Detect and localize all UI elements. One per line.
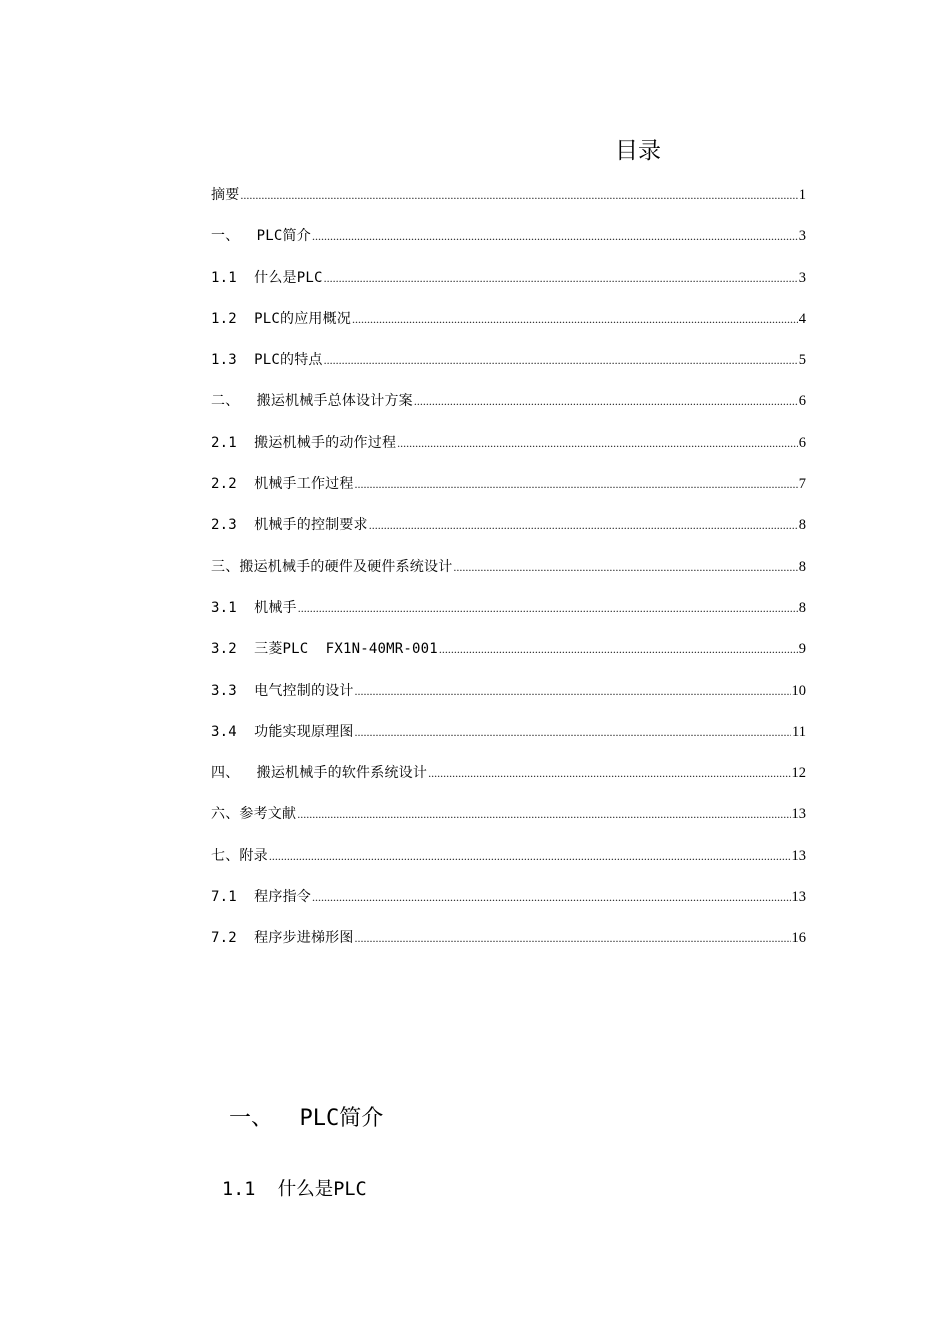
toc-entry[interactable]	[211, 556, 806, 597]
toc-leader-dots	[428, 767, 790, 779]
toc-entry-label: 1.2 PLC的应用概况	[211, 310, 352, 327]
toc-entry[interactable]	[211, 886, 806, 927]
toc-entry[interactable]	[211, 184, 806, 225]
toc-entry-page: 16	[791, 930, 806, 947]
toc-entry-page: 13	[791, 806, 806, 823]
toc-entry-page: 4	[798, 310, 806, 327]
toc-entry[interactable]	[211, 308, 806, 349]
toc-leader-dots	[414, 395, 798, 407]
toc-leader-dots	[297, 808, 790, 820]
toc-entry-page: 8	[798, 599, 806, 616]
toc-entry-label: 3.3 电气控制的设计	[211, 682, 354, 699]
toc-list	[211, 184, 806, 969]
toc-entry-label: 2.1 搬运机械手的动作过程	[211, 434, 397, 451]
toc-entry[interactable]	[211, 432, 806, 473]
toc-entry-page: 7	[798, 476, 806, 493]
toc-entry-page: 12	[791, 765, 806, 782]
toc-entry-label: 一、 PLC简介	[211, 228, 311, 245]
toc-entry-page: 9	[798, 641, 806, 658]
toc-entry-page: 1	[798, 187, 806, 203]
toc-entry-label: 1.3 PLC的特点	[211, 352, 323, 369]
toc-entry[interactable]	[211, 514, 806, 555]
toc-title-text: 目录	[615, 138, 661, 164]
toc-entry-page: 13	[791, 847, 806, 864]
toc-entry-label: 四、 搬运机械手的软件系统设计	[211, 765, 428, 782]
toc-leader-dots	[352, 313, 798, 325]
toc-entry-page: 6	[798, 434, 806, 451]
toc-entry[interactable]	[211, 390, 806, 431]
toc-entry[interactable]	[211, 803, 806, 844]
toc-leader-dots	[269, 850, 791, 862]
toc-entry[interactable]	[211, 927, 806, 968]
toc-entry[interactable]	[211, 638, 806, 679]
toc-entry-label: 1.1 什么是PLC	[211, 269, 323, 286]
toc-entry-page: 11	[792, 723, 806, 740]
toc-entry-page: 8	[798, 517, 806, 534]
toc-entry[interactable]	[211, 762, 806, 803]
toc-entry[interactable]	[211, 597, 806, 638]
toc-entry-page: 8	[798, 558, 806, 575]
toc-leader-dots	[355, 932, 791, 944]
toc-entry-label: 3.2 三菱PLC FX1N-40MR-001	[211, 641, 438, 658]
toc-entry[interactable]	[211, 721, 806, 762]
toc-leader-dots	[355, 726, 791, 738]
toc-entry[interactable]	[211, 845, 806, 886]
toc-entry-label: 2.3 机械手的控制要求	[211, 517, 368, 534]
toc-entry-label: 3.1 机械手	[211, 599, 297, 616]
toc-entry-page: 3	[798, 228, 806, 245]
toc-leader-dots	[453, 561, 797, 573]
toc-entry-label: 二、 搬运机械手总体设计方案	[211, 393, 413, 410]
toc-entry-page: 5	[798, 352, 806, 369]
toc-entry[interactable]	[211, 267, 806, 308]
section-heading-1: 一、 PLC简介	[229, 1106, 384, 1131]
toc-entry-page: 13	[791, 889, 806, 906]
section-heading-2: 1.1 什么是PLC	[222, 1179, 367, 1200]
toc-entry-label: 3.4 功能实现原理图	[211, 723, 354, 740]
toc-leader-dots	[324, 354, 798, 366]
toc-entry[interactable]	[211, 473, 806, 514]
toc-entry-page: 6	[798, 393, 806, 410]
toc-leader-dots	[355, 478, 798, 490]
toc-entry[interactable]	[211, 349, 806, 390]
toc-entry-label: 六、参考文献	[211, 806, 297, 823]
toc-title	[0, 133, 950, 169]
toc-entry-label: 7.1 程序指令	[211, 889, 311, 906]
toc-leader-dots	[369, 519, 798, 531]
toc-leader-dots	[355, 685, 791, 697]
toc-entry-label: 2.2 机械手工作过程	[211, 476, 354, 493]
toc-leader-dots	[439, 643, 798, 655]
toc-entry[interactable]	[211, 680, 806, 721]
toc-entry-page: 3	[798, 269, 806, 286]
toc-leader-dots	[397, 437, 798, 449]
toc-entry-label: 三、搬运机械手的硬件及硬件系统设计	[211, 558, 453, 575]
toc-leader-dots	[298, 602, 798, 614]
toc-entry-label: 7.2 程序步进梯形图	[211, 930, 354, 947]
toc-entry-label: 七、附录	[211, 847, 268, 864]
toc-leader-dots	[312, 230, 798, 242]
toc-leader-dots	[312, 891, 791, 903]
toc-entry-page: 10	[791, 682, 806, 699]
toc-leader-dots	[324, 272, 798, 284]
toc-leader-dots	[240, 189, 797, 201]
toc-entry[interactable]	[211, 225, 806, 266]
toc-entry-label: 摘要	[211, 187, 240, 203]
